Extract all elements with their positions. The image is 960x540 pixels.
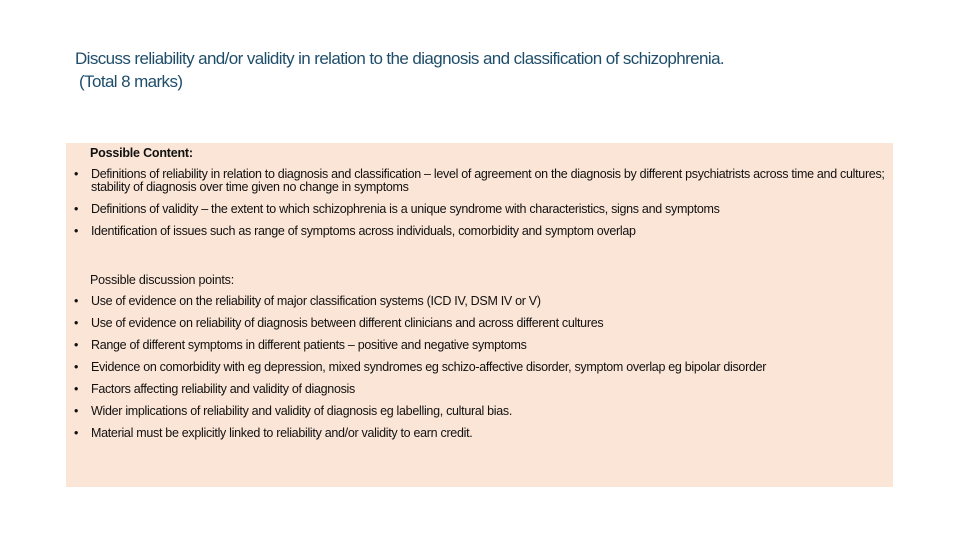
bullet-icon: • bbox=[74, 167, 79, 181]
content-item: • Identification of issues such as range of symptoms across individuals, comorbidity and symptom overlap bbox=[74, 224, 636, 238]
bullet-icon: • bbox=[74, 294, 79, 308]
discussion-item: • Range of different symptoms in different patients – positive and negative symptoms bbox=[74, 338, 527, 352]
discussion-item: • Evidence on comorbidity with eg depression, mixed syndromes eg schizo-affective disorder, symptom overlap eg bipolar disorder bbox=[74, 360, 767, 374]
bullet-icon: • bbox=[74, 382, 79, 396]
content-item: • Definitions of reliability in relation to diagnosis and classification – level of agreement on the diagnosis by different psychiatrists across time and cultures; stability of diagnosis over time given no change in symptoms bbox=[74, 167, 885, 194]
question-marks: (Total 8 marks) bbox=[79, 72, 183, 91]
bullet-icon: • bbox=[74, 426, 79, 440]
bullet-icon: • bbox=[74, 338, 79, 352]
bullet-icon: • bbox=[74, 404, 79, 418]
bullet-icon: • bbox=[74, 360, 79, 374]
bullet-icon: • bbox=[74, 202, 79, 216]
discussion-item: • Use of evidence on the reliability of major classification systems (ICD IV, DSM IV or V) bbox=[74, 294, 541, 308]
bullet-icon: • bbox=[74, 316, 79, 330]
discussion-item: • Material must be explicitly linked to reliability and/or validity to earn credit. bbox=[74, 426, 473, 440]
question-title-line: Discuss reliability and/or validity in relation to the diagnosis and classification of schizophrenia. bbox=[75, 49, 725, 68]
discussion-item: • Use of evidence on reliability of diagnosis between different clinicians and across different cultures bbox=[74, 316, 604, 330]
discussion-item: • Factors affecting reliability and validity of diagnosis bbox=[74, 382, 355, 396]
discussion-points-heading: Possible discussion points: bbox=[90, 273, 234, 287]
content-item: • Definitions of validity – the extent to which schizophrenia is a unique syndrome with characteristics, signs and symptoms bbox=[74, 202, 720, 216]
section-gap bbox=[74, 247, 885, 273]
discussion-item: • Wider implications of reliability and validity of diagnosis eg labelling, cultural bias. bbox=[74, 404, 513, 418]
mark-scheme-box bbox=[66, 143, 893, 487]
bullet-icon: • bbox=[74, 224, 79, 238]
possible-content-heading: Possible Content: bbox=[90, 146, 193, 160]
